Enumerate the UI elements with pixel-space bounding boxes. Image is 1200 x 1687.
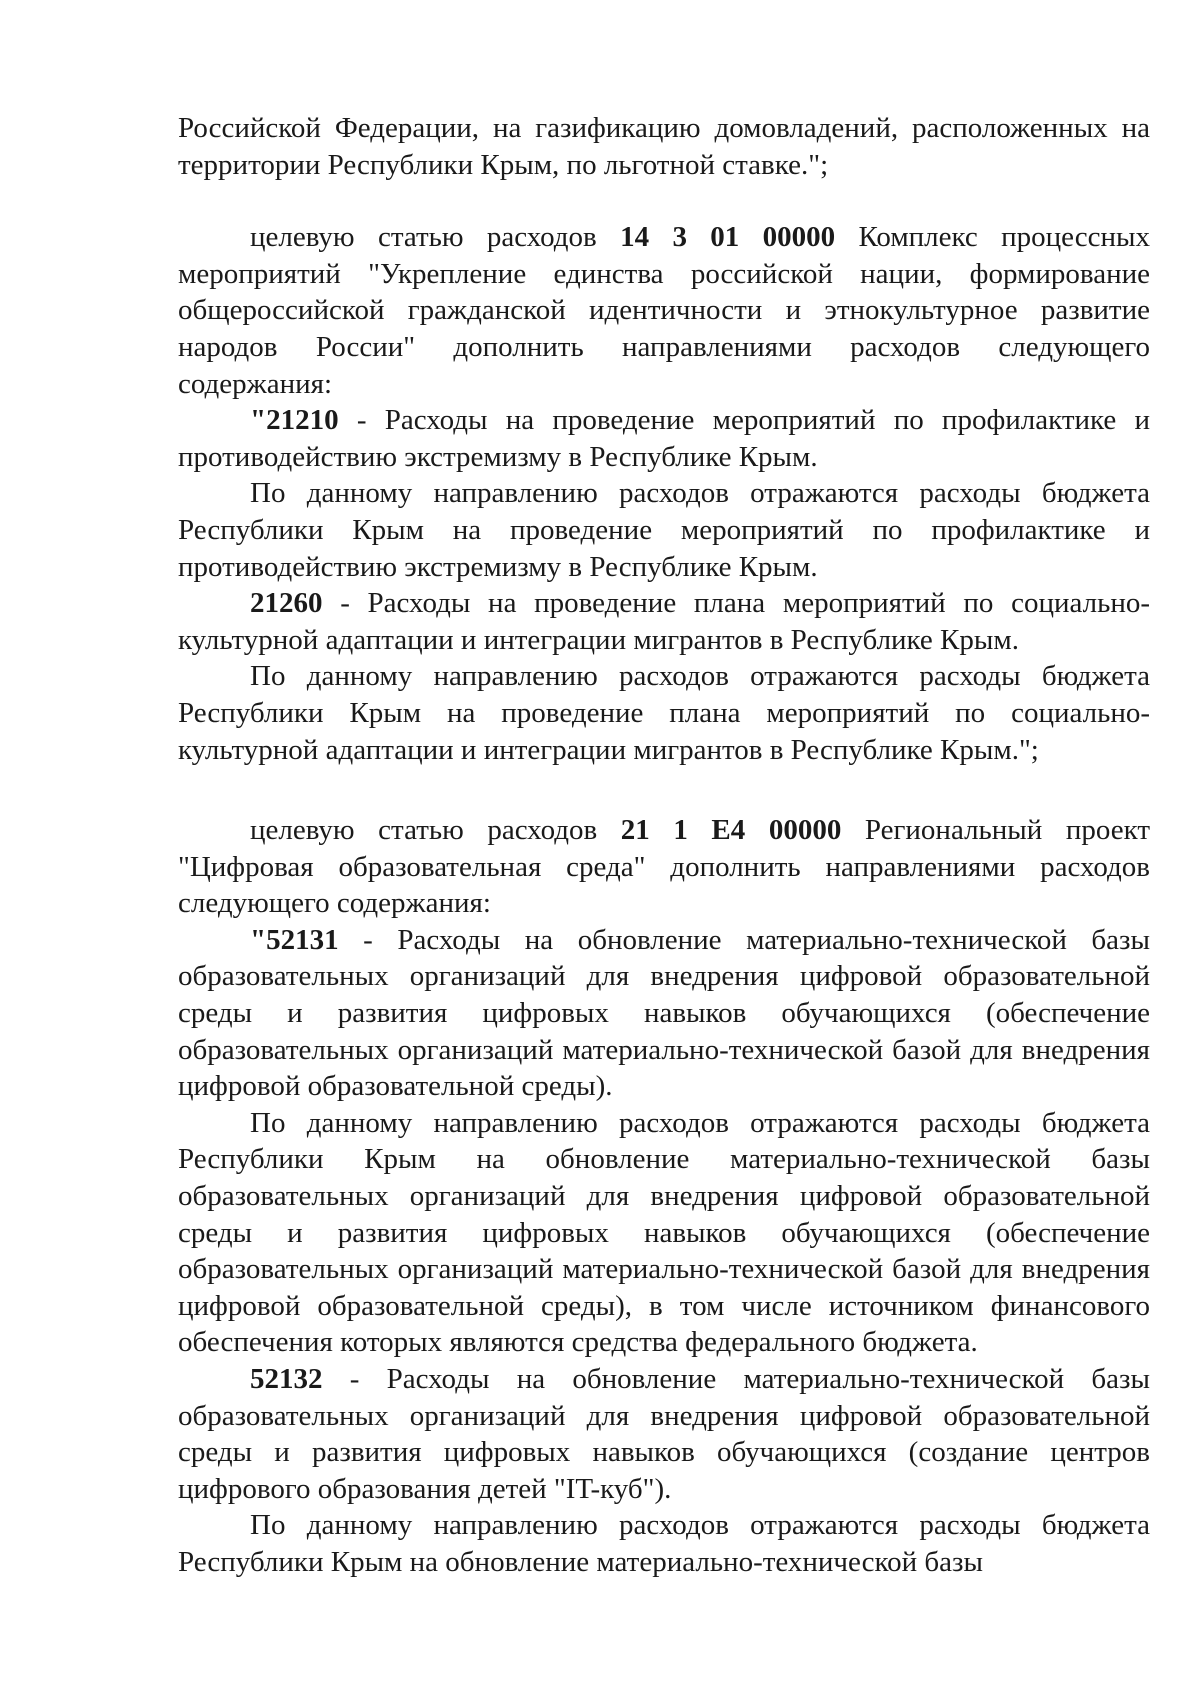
paragraph-text: целевую статью расходов <box>250 814 621 847</box>
paragraph-text: - Расходы на проведение мероприятий по профилактике и противодействию экстремизму в Республике Крым. <box>178 404 1150 473</box>
paragraph-gap <box>178 183 1150 219</box>
paragraph-text: - Расходы на проведение плана мероприятий по социально-культурной адаптации и интеграции мигрантов в Республике Крым. <box>178 587 1150 656</box>
document-page <box>178 110 1150 1581</box>
paragraph <box>178 585 1150 658</box>
paragraph: По данному направлению расходов отражаются расходы бюджета Республики Крым на обновление материально-технической базы <box>178 1509 1150 1578</box>
paragraph-text: - Расходы на обновление материально-технической базы образовательных организаций для внедрения цифровой образовательной среды и развития цифровых навыков обучающихся (обеспечение образовательных организаций материально-технической базой для внедрения цифровой образовательной среды). <box>178 923 1150 1103</box>
paragraph: По данному направлению расходов отражаются расходы бюджета Республики Крым на проведение мероприятий по профилактике и противодействию экстремизму в Республике Крым. <box>178 477 1150 583</box>
expense-code: 21 1 Е4 00000 <box>620 814 842 847</box>
paragraph <box>178 219 1150 402</box>
expense-code: "21210 <box>250 404 339 437</box>
paragraph <box>178 402 1150 475</box>
expense-code: 14 3 01 00000 <box>620 221 836 254</box>
paragraph: По данному направлению расходов отражаются расходы бюджета Республики Крым на проведение плана мероприятий по социально-культурной адаптации и интеграции мигрантов в Республике Крым."; <box>178 660 1150 766</box>
paragraph-gap <box>178 768 1150 812</box>
paragraph: Российской Федерации, на газификацию домовладений, расположенных на территории Республики Крым, по льготной ставке."; <box>178 112 1150 181</box>
paragraph <box>178 1361 1150 1507</box>
expense-code: "52131 <box>250 923 339 956</box>
expense-code: 52132 <box>250 1363 323 1395</box>
paragraph-text: целевую статью расходов <box>250 221 621 254</box>
paragraph-text: Комплекс процессных мероприятий "Укрепление единства российской нации, формирование общероссийской гражданской идентичности и этнокультурное развитие народов России" дополнить направлениями расходов следующего содержания: <box>178 221 1150 400</box>
paragraph <box>178 812 1150 922</box>
paragraph: По данному направлению расходов отражаются расходы бюджета Республики Крым на обновление материально-технической базы образовательных организаций для внедрения цифровой образовательной среды и развития цифровых навыков обучающихся (обеспечение образовательных организаций материально-технической базой для внедрения цифровой образовательной среды), в том числе источником финансового обеспечения которых являются средства федерального бюджета. <box>178 1106 1150 1359</box>
paragraph-text: Региональный проект "Цифровая образовательная среда" дополнить направлениями расходов следующего содержания: <box>178 814 1150 920</box>
expense-code: 21260 <box>250 587 323 620</box>
paragraph <box>178 922 1150 1105</box>
paragraph-text: - Расходы на обновление материально-технической базы образовательных организаций для внедрения цифровой образовательной среды и развития цифровых навыков обучающихся (создание центров цифрового образования детей "IT-куб"). <box>178 1363 1150 1505</box>
